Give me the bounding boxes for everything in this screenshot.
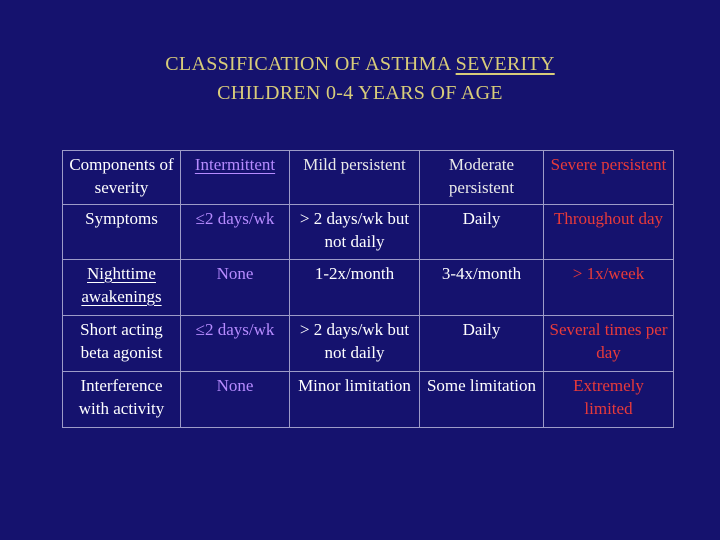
header-components: Components of severity	[63, 151, 181, 205]
table-row-interference	[63, 372, 674, 428]
header-intermittent: Intermittent	[181, 151, 290, 205]
cell-nighttime-moderate: 3-4x/month	[420, 260, 544, 316]
cell-interference-moderate: Some limitation	[420, 372, 544, 428]
title-prefix: CLASSIFICATION OF ASTHMA	[165, 53, 456, 75]
table-row-nighttime	[63, 260, 674, 316]
slide-title-line-1	[0, 50, 720, 78]
cell-saba-mild: > 2 days/wk but not daily	[290, 316, 420, 372]
cell-saba-intermittent: ≤2 days/wk	[181, 316, 290, 372]
cell-symptoms-intermittent: ≤2 days/wk	[181, 205, 290, 260]
cell-interference-severe: Extremely limited	[544, 372, 674, 428]
cell-nighttime-intermittent: None	[181, 260, 290, 316]
cell-saba-severe: Several times per day	[544, 316, 674, 372]
header-severe-persistent: Severe persistent	[544, 151, 674, 205]
table-row-symptoms	[63, 205, 674, 260]
asthma-severity-table	[62, 150, 674, 428]
slide-title-line-2: CHILDREN 0-4 YEARS OF AGE	[217, 82, 503, 104]
cell-symptoms-moderate: Daily	[420, 205, 544, 260]
row-label-interference: Interference with activity	[63, 372, 181, 428]
row-label-nighttime: Nighttime awakenings	[63, 260, 181, 316]
cell-symptoms-mild: > 2 days/wk but not daily	[290, 205, 420, 260]
cell-nighttime-mild: 1-2x/month	[290, 260, 420, 316]
cell-nighttime-severe: > 1x/week	[544, 260, 674, 316]
title-underlined-word: SEVERITY	[455, 53, 555, 75]
cell-interference-intermittent: None	[181, 372, 290, 428]
row-label-symptoms: Symptoms	[63, 205, 181, 260]
cell-interference-mild: Minor limitation	[290, 372, 420, 428]
row-label-saba: Short acting beta agonist	[63, 316, 181, 372]
cell-saba-moderate: Daily	[420, 316, 544, 372]
header-moderate-persistent: Moderate persistent	[420, 151, 544, 205]
cell-symptoms-severe: Throughout day	[544, 205, 674, 260]
header-mild-persistent: Mild persistent	[290, 151, 420, 205]
table-header-row	[63, 151, 674, 205]
table-row-saba	[63, 316, 674, 372]
